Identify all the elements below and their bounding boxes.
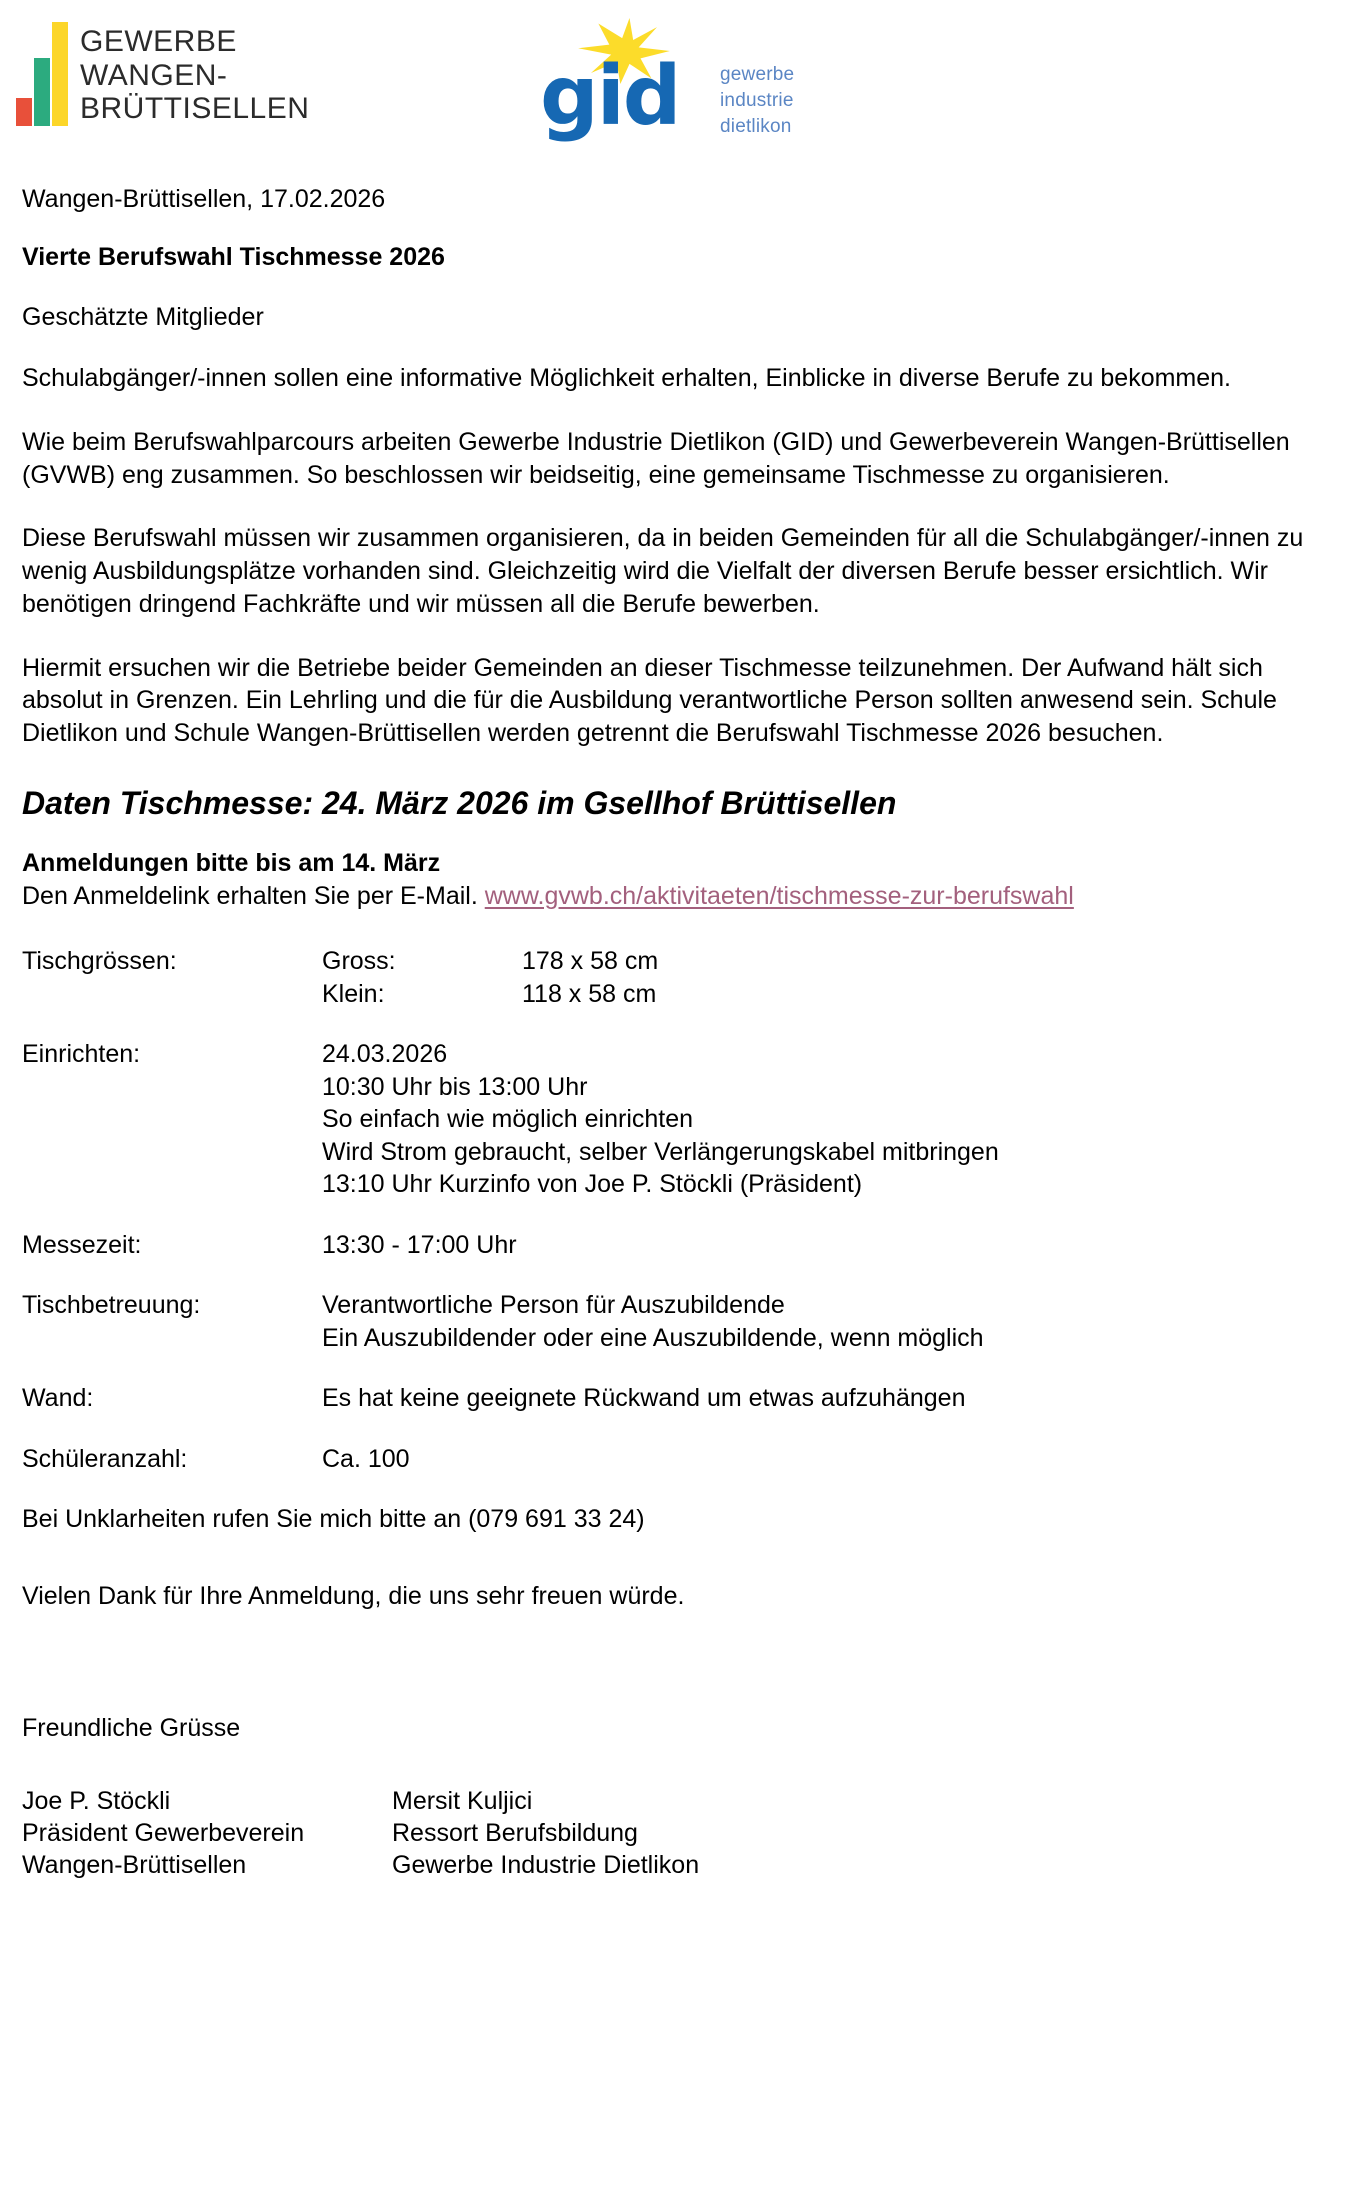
value-line: So einfach wie möglich einrichten: [322, 1105, 694, 1134]
signature-left: [22, 1785, 392, 1881]
value-line: 10:30 Uhr bis 13:00 Uhr: [322, 1072, 588, 1101]
bar-green-icon: [34, 58, 50, 126]
paragraph-4: Hiermit ersuchen wir die Betriebe beider Gemeinden an dieser Tischmesse teilzunehmen. Der Aufwand hält sich absolut in Grenzen. Ein Lehrling und die für die Ausbildung verantwortliche Person sollten anwesend sein. Schule Dietlikon und Schule Wangen-Brüttisellen werden getrennt die Berufswahl Tischmesse 2026 besuchen.: [22, 653, 1277, 747]
row-values: [322, 1443, 1348, 1476]
value-line: 13:10 Uhr Kurzinfo von Joe P. Stöckli (Präsident): [322, 1170, 863, 1199]
signature-left-role: Präsident Gewerbeverein: [22, 1818, 305, 1847]
bar-yellow-icon: [52, 22, 68, 126]
salutation: Geschätzte Mitglieder: [22, 303, 264, 331]
row-label: Tischbetreuung:: [22, 1291, 201, 1320]
gid-subtitle-line3: dietlikon: [720, 116, 792, 138]
registration-link-line: [22, 881, 1348, 912]
registration-deadline: Anmeldungen bitte bis am 14. März: [22, 849, 441, 878]
row-label: Tischgrössen:: [22, 947, 177, 976]
signature-right-name: Mersit Kuljici: [392, 1786, 533, 1815]
row-values: [322, 945, 1348, 1010]
sub-value: 178 x 58 cm: [522, 947, 659, 976]
signature-left-name: Joe P. Stöckli: [22, 1786, 171, 1815]
gvwb-wordmark-line2: WANGEN-: [80, 58, 228, 92]
event-heading: Daten Tischmesse: 24. März 2026 im Gsellhof Brüttisellen: [22, 784, 897, 821]
sub-key: Gross:: [322, 947, 396, 976]
date-line: Wangen-Brüttisellen, 17.02.2026: [22, 185, 386, 213]
signature-right-role: Ressort Berufsbildung: [392, 1818, 638, 1847]
value-line: Wird Strom gebraucht, selber Verlängerungskabel mitbringen: [322, 1137, 999, 1166]
gvwb-wordmark: [80, 25, 309, 126]
value-line: [322, 945, 1348, 978]
gvwb-wordmark-line3: BRÜTTISELLEN: [80, 92, 310, 126]
regards-line: Freundliche Grüsse: [22, 1714, 241, 1743]
value-line: [322, 978, 1348, 1011]
registration-link-prefix: Den Anmeldelink erhalten Sie per E-Mail.: [22, 881, 485, 910]
gid-subtitle: [720, 62, 794, 141]
table-row-einrichten: [22, 1038, 1348, 1201]
gid-subtitle-line1: gewerbe: [720, 64, 795, 85]
row-label: Einrichten:: [22, 1040, 141, 1069]
paragraph-1: Schulabgänger/-innen sollen eine informative Möglichkeit erhalten, Einblicke in diverse Berufe zu bekommen.: [22, 364, 1231, 392]
page-title: Vierte Berufswahl Tischmesse 2026: [22, 243, 445, 271]
table-row-messezeit: [22, 1229, 1348, 1262]
gid-subtitle-line2: industrie: [720, 90, 794, 112]
gid-logo: [540, 18, 795, 144]
row-values: [322, 1289, 1348, 1354]
table-row-wand: [22, 1382, 1348, 1415]
row-values: [322, 1229, 1348, 1262]
paragraph-3: Diese Berufswahl müssen wir zusammen organisieren, da in beiden Gemeinden für all die Schulabgänger/-innen zu wenig Ausbildungsplätze vorhanden sind. Gleichzeitig wird die Vielfalt der diversen Berufe besser ersichtlich. Wir benötigen dringend Fachkräfte und wir müssen all die Berufe bewerben.: [22, 524, 1304, 618]
signature-right-org: Gewerbe Industrie Dietlikon: [392, 1850, 700, 1879]
table-row-tischgroessen: [22, 945, 1348, 1010]
signature-left-org: Wangen-Brüttisellen: [22, 1850, 247, 1879]
registration-url-link[interactable]: www.gvwb.ch/aktivitaeten/tischmesse-zur-berufswahl: [484, 881, 1074, 910]
bar-chart-icon: [16, 22, 68, 126]
value-line: 13:30 - 17:00 Uhr: [322, 1230, 517, 1259]
gid-letters: gid: [540, 49, 680, 144]
row-values: [322, 1038, 1348, 1201]
thanks-note: Vielen Dank für Ihre Anmeldung, die uns sehr freuen würde.: [22, 1581, 685, 1610]
gvwb-wordmark-line1: GEWERBE: [80, 25, 237, 59]
letterhead: [0, 0, 1370, 176]
signature-block: [22, 1785, 1348, 1881]
value-line: Ein Auszubildender oder eine Auszubildende, wenn möglich: [322, 1323, 984, 1352]
gid-mark: [540, 18, 710, 144]
signature-right: [392, 1785, 1348, 1881]
letter-body: [0, 184, 1370, 1881]
contact-note: Bei Unklarheiten rufen Sie mich bitte an (079 691 33 24): [22, 1505, 645, 1534]
sub-key: Klein:: [322, 979, 385, 1008]
details-table: [22, 945, 1348, 1475]
row-label: Messezeit:: [22, 1230, 142, 1259]
gewerbe-wangen-bruettisellen-logo: [16, 22, 309, 126]
value-line: 24.03.2026: [322, 1040, 448, 1069]
table-row-schueleranzahl: [22, 1443, 1348, 1476]
value-line: Ca. 100: [322, 1444, 410, 1473]
sub-value: 118 x 58 cm: [522, 979, 657, 1008]
table-row-tischbetreuung: [22, 1289, 1348, 1354]
value-line: Es hat keine geeignete Rückwand um etwas aufzuhängen: [322, 1384, 966, 1413]
bar-red-icon: [16, 98, 32, 126]
row-label: Schüleranzahl:: [22, 1444, 188, 1473]
value-line: Verantwortliche Person für Auszubildende: [322, 1291, 785, 1320]
row-values: [322, 1382, 1348, 1415]
row-label: Wand:: [22, 1384, 94, 1413]
paragraph-2: Wie beim Berufswahlparcours arbeiten Gewerbe Industrie Dietlikon (GID) und Gewerbeverein Wangen-Brüttisellen (GVWB) eng zusammen. So beschlossen wir beidseitig, eine gemeinsame Tischmesse zu organisieren.: [22, 427, 1290, 489]
